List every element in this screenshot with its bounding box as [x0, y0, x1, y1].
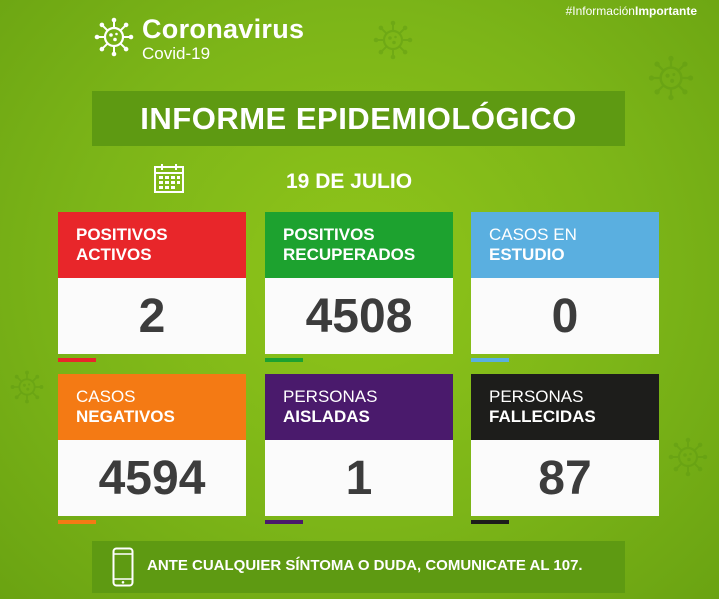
- card-header: [58, 374, 246, 440]
- card-header: [58, 212, 246, 278]
- card-label-line1: POSITIVOS: [76, 225, 168, 244]
- card-label-line2: ESTUDIO: [489, 245, 565, 264]
- card-value: 0: [471, 278, 659, 354]
- hashtag-bold: Importante: [634, 4, 697, 18]
- card-accent-bar: [471, 358, 509, 362]
- card-value: 87: [471, 440, 659, 516]
- card-header: [471, 374, 659, 440]
- card-value: 2: [58, 278, 246, 354]
- card-positivos-activos: [58, 212, 246, 362]
- card-header: [471, 212, 659, 278]
- card-header: [265, 374, 453, 440]
- phone-icon: [112, 547, 134, 587]
- card-label-line2: AISLADAS: [283, 407, 370, 426]
- report-title-banner: [92, 91, 625, 146]
- hashtag-informacion-importante: [566, 4, 697, 18]
- card-casos-en-estudio: [471, 212, 659, 362]
- card-accent-bar: [58, 358, 96, 362]
- card-label-line1: CASOS: [76, 387, 136, 406]
- footer-banner: [92, 541, 625, 593]
- card-accent-bar: [58, 520, 96, 524]
- card-label-line1: PERSONAS: [489, 387, 584, 406]
- card-label-line1: CASOS EN: [489, 225, 577, 244]
- calendar-icon: [153, 162, 185, 194]
- card-label-line2: NEGATIVOS: [76, 407, 175, 426]
- card-label-line1: PERSONAS: [283, 387, 378, 406]
- virus-icon: [373, 20, 413, 60]
- virus-icon: [10, 370, 44, 404]
- logo-title: Coronavirus: [142, 14, 305, 44]
- card-label-line2: FALLECIDAS: [489, 407, 596, 426]
- logo-subtitle: Covid-19: [142, 44, 211, 63]
- card-value: 4508: [265, 278, 453, 354]
- card-positivos-recuperados: [265, 212, 453, 362]
- card-label-line1: POSITIVOS: [283, 225, 375, 244]
- card-value: 4594: [58, 440, 246, 516]
- card-casos-negativos: [58, 374, 246, 524]
- virus-icon: [648, 55, 694, 101]
- card-personas-fallecidas: [471, 374, 659, 524]
- hashtag-prefix: #Información: [565, 4, 635, 18]
- card-accent-bar: [265, 520, 303, 524]
- report-date: 19 DE JULIO: [286, 170, 413, 193]
- card-header: [265, 212, 453, 278]
- card-value: 1: [265, 440, 453, 516]
- card-personas-aisladas: [265, 374, 453, 524]
- card-label-line2: RECUPERADOS: [283, 245, 416, 264]
- virus-icon: [94, 17, 134, 57]
- card-label-line2: ACTIVOS: [76, 245, 152, 264]
- card-accent-bar: [265, 358, 303, 362]
- virus-icon: [668, 437, 708, 477]
- card-accent-bar: [471, 520, 509, 524]
- footer-message: ANTE CUALQUIER SÍNTOMA O DUDA, COMUNICATE AL 107.: [147, 557, 583, 574]
- report-title: INFORME EPIDEMIOLÓGICO: [140, 100, 577, 136]
